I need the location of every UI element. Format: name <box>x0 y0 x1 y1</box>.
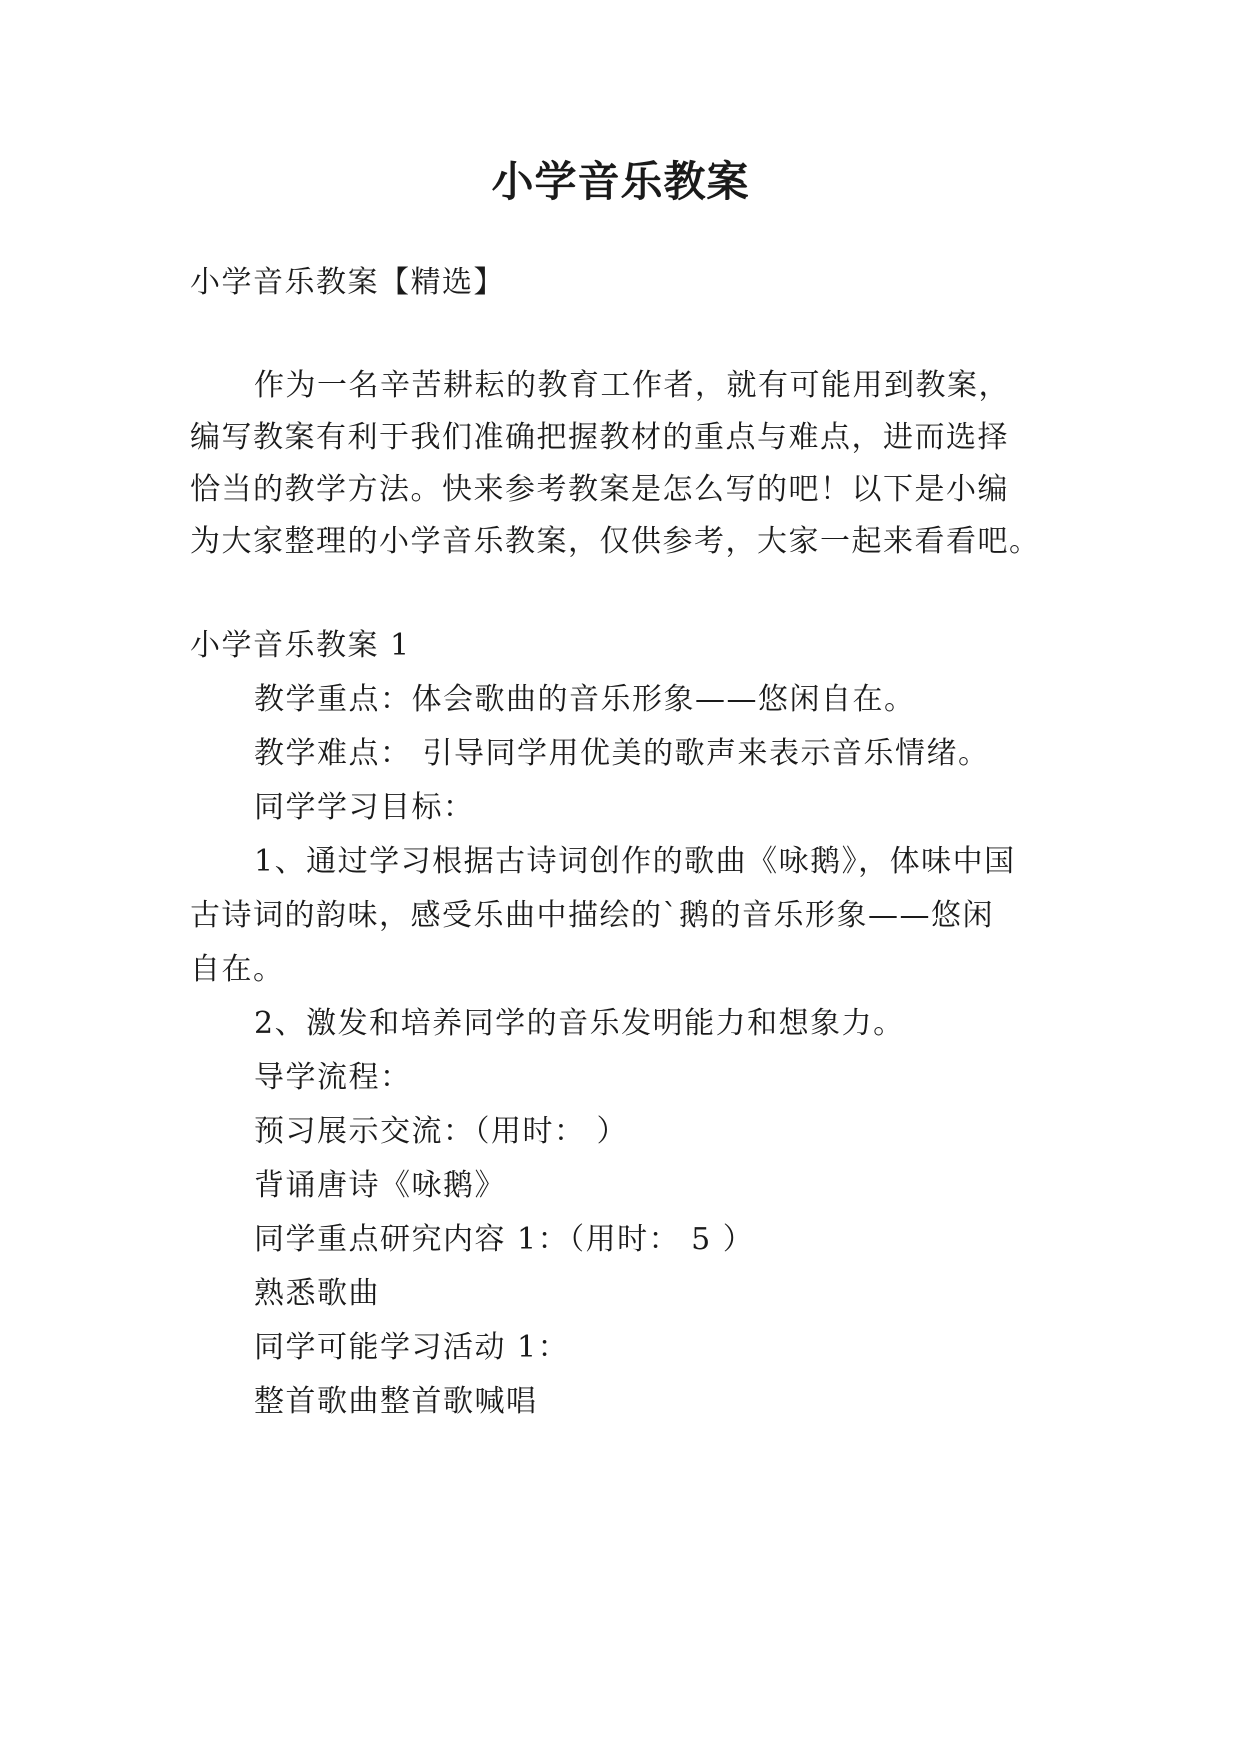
section-heading: 小学音乐教案 1 <box>190 628 411 663</box>
body-line: 背诵唐诗《咏鹅》 <box>254 1168 506 1203</box>
body-line: 同学重点研究内容 1：（用时： 5 ） <box>254 1222 755 1257</box>
intro-line: 编写教案有利于我们准确把握教材的重点与难点，进而选择 <box>190 420 1009 455</box>
body-line: 同学可能学习活动 1： <box>254 1330 570 1365</box>
body-line: 导学流程： <box>254 1060 412 1095</box>
body-line: 古诗词的韵味，感受乐曲中描绘的`鹅的音乐形象——悠闲 <box>190 898 994 933</box>
body-line: 整首歌曲整首歌喊唱 <box>254 1384 538 1419</box>
body-line: 熟悉歌曲 <box>254 1276 380 1311</box>
document-subtitle: 小学音乐教案【精选】 <box>190 265 505 300</box>
body-line: 2、激发和培养同学的音乐发明能力和想象力。 <box>254 1006 905 1041</box>
body-line: 同学学习目标： <box>254 790 475 825</box>
intro-line: 恰当的教学方法。快来参考教案是怎么写的吧！以下是小编 <box>190 472 1009 507</box>
intro-line: 作为一名辛苦耕耘的教育工作者，就有可能用到教案， <box>254 368 1010 403</box>
intro-line: 为大家整理的小学音乐教案，仅供参考，大家一起来看看吧。 <box>190 524 1041 559</box>
document-title: 小学音乐教案 <box>491 157 750 206</box>
body-line: 自在。 <box>190 952 285 987</box>
body-line: 预习展示交流：（用时： ） <box>254 1114 629 1149</box>
body-line: 教学难点： 引导同学用优美的歌声来表示音乐情绪。 <box>254 736 990 771</box>
body-line: 教学重点：体会歌曲的音乐形象——悠闲自在。 <box>254 682 916 717</box>
body-line: 1、通过学习根据古诗词创作的歌曲《咏鹅》，体味中国 <box>254 844 1016 879</box>
